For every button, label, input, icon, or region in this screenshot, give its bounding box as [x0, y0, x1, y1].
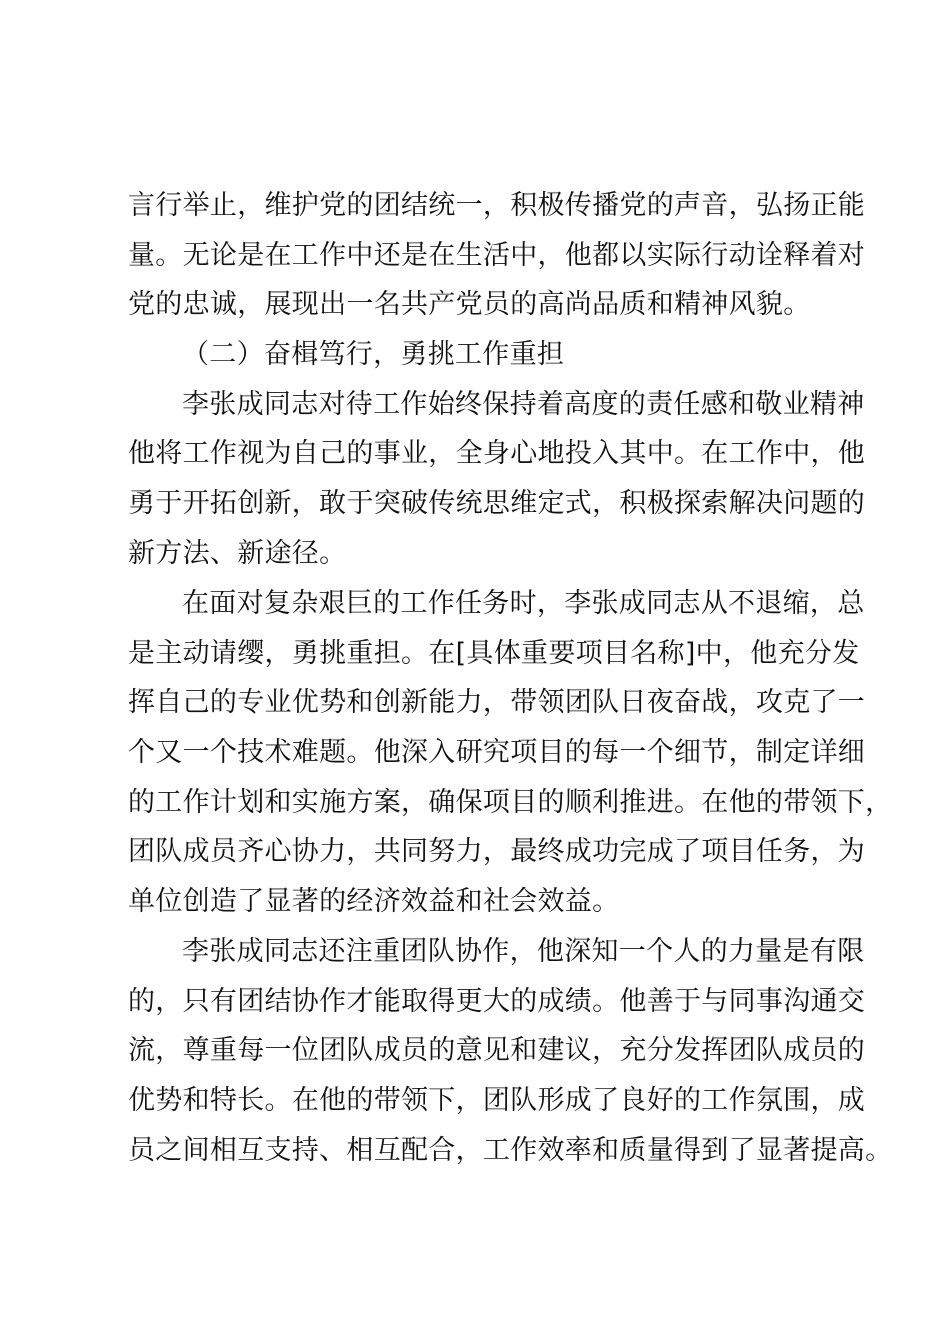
section-heading: （二）奋楫笃行，勇挑工作重担 — [182, 339, 565, 370]
paragraph-line: 量。无论是在工作中还是在生活中，他都以实际行动诠释着对 — [128, 240, 866, 271]
paragraph-line: 在面对复杂艰巨的工作任务时，李张成同志从不退缩，总 — [182, 588, 865, 619]
paragraph-line: 的工作计划和实施方案，确保项目的顺利推进。在他的带领下， — [128, 787, 893, 818]
paragraph-line: 李张成同志对待工作始终保持着高度的责任感和敬业精神 — [182, 389, 865, 420]
paragraph-line: 挥自己的专业优势和创新能力，带领团队日夜奋战，攻克了一 — [128, 687, 866, 718]
paragraph-line: 是主动请缨，勇挑重担。在[具体重要项目名称]中，他充分发 — [128, 638, 860, 669]
paragraph-line: 员之间相互支持、相互配合，工作效率和质量得到了显著提高。 — [128, 1135, 893, 1166]
paragraph-line: 党的忠诚，展现出一名共产党员的高尚品质和精神风貌。 — [128, 289, 811, 320]
paragraph-line: 优势和特长。在他的带领下，团队形成了良好的工作氛围，成 — [128, 1085, 866, 1116]
paragraph-line: 他将工作视为自己的事业，全身心地投入其中。在工作中，他 — [128, 438, 866, 469]
paragraph-line: 个又一个技术难题。他深入研究项目的每一个细节，制定详细 — [128, 737, 866, 768]
paragraph-line: 的，只有团结协作才能取得更大的成绩。他善于与同事沟通交 — [128, 986, 866, 1017]
paragraph-line: 言行举止，维护党的团结统一，积极传播党的声音，弘扬正能 — [128, 190, 866, 221]
paragraph-line: 流，尊重每一位团队成员的意见和建议，充分发挥团队成员的 — [128, 1035, 866, 1066]
paragraph-line: 李张成同志还注重团队协作，他深知一个人的力量是有限 — [182, 936, 865, 967]
paragraph-line: 新方法、新途径。 — [128, 538, 347, 569]
paragraph-line: 勇于开拓创新，敢于突破传统思维定式，积极探索解决问题的 — [128, 488, 866, 519]
paragraph-line: 单位创造了显著的经济效益和社会效益。 — [128, 886, 620, 917]
paragraph-line: 团队成员齐心协力，共同努力，最终成功完成了项目任务，为 — [128, 836, 866, 867]
